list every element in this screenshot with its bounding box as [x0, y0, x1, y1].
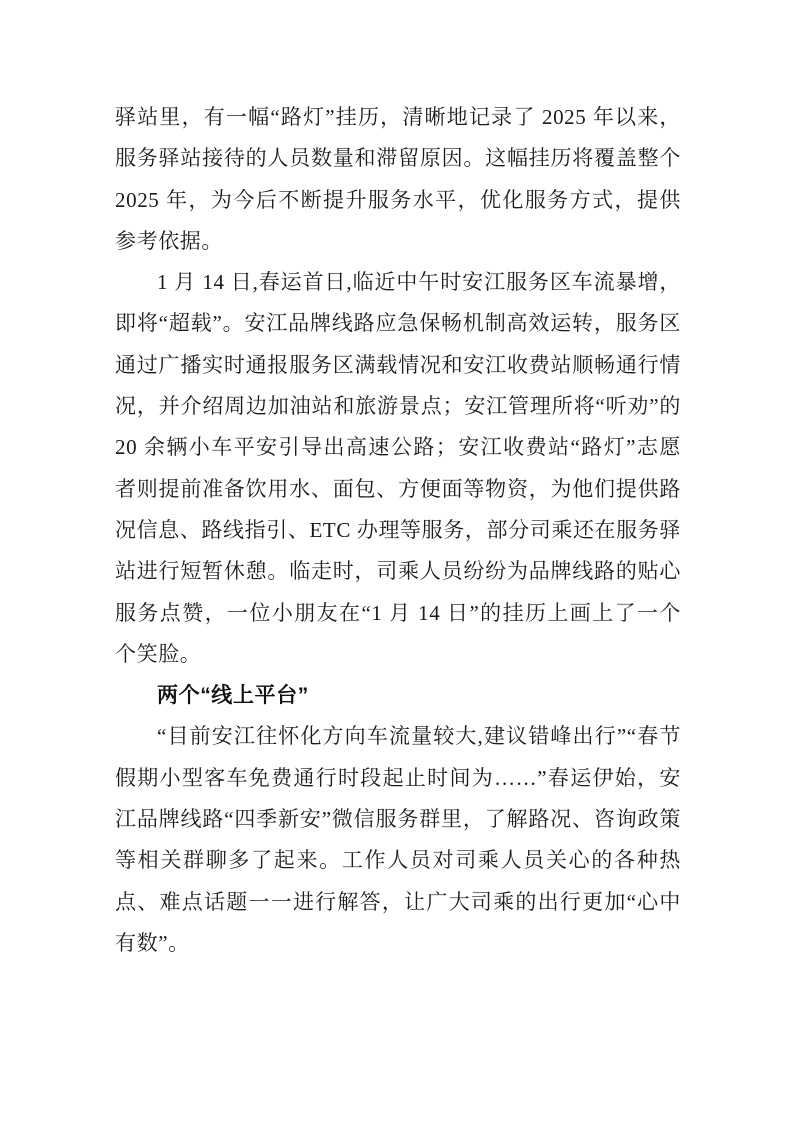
body-paragraph: 1 月 14 日,春运首日,临近中午时安江服务区车流暴增，即将“超载”。安江品牌线路应急保畅机制高效运转，服务区通过广播实时通报服务区满载情况和安江收费站顺畅通行情况，并介绍周边加油站和旅游景点；安江管理所将“听劝”的 20 余辆小车平安引导出高速公路；安江收费站“路灯”志愿者则提前准备饮用水、面包、方便面等物资，为他们提供路况信息、路线指引、ETC 办理等服务，部分司乘还在服务驿站进行短暂休憩。临走时，司乘人员纷纷为品牌线路的贴心服务点赞，一位小朋友在“1 月 14 日”的挂历上画上了一个个笑脸。 — [115, 270, 681, 666]
document-content — [115, 97, 681, 964]
section-heading: 两个“线上平台” — [157, 684, 309, 708]
body-paragraph: 驿站里，有一幅“路灯”挂历，清晰地记录了 2025 年以来，服务驿站接待的人员数量和滞留原因。这幅挂历将覆盖整个 2025 年，为今后不断提升服务水平，优化服务方式，提供参考依据。 — [115, 105, 681, 253]
body-paragraph: “目前安江往怀化方向车流量较大,建议错峰出行”“春节假期小型客车免费通行时段起止时间为……”春运伊始，安江品牌线路“四季新安”微信服务群里，了解路况、咨询政策等相关群聊多了起来。工作人员对司乘人员关心的各种热点、难点话题一一进行解答，让广大司乘的出行更加“心中有数”。 — [115, 724, 681, 955]
